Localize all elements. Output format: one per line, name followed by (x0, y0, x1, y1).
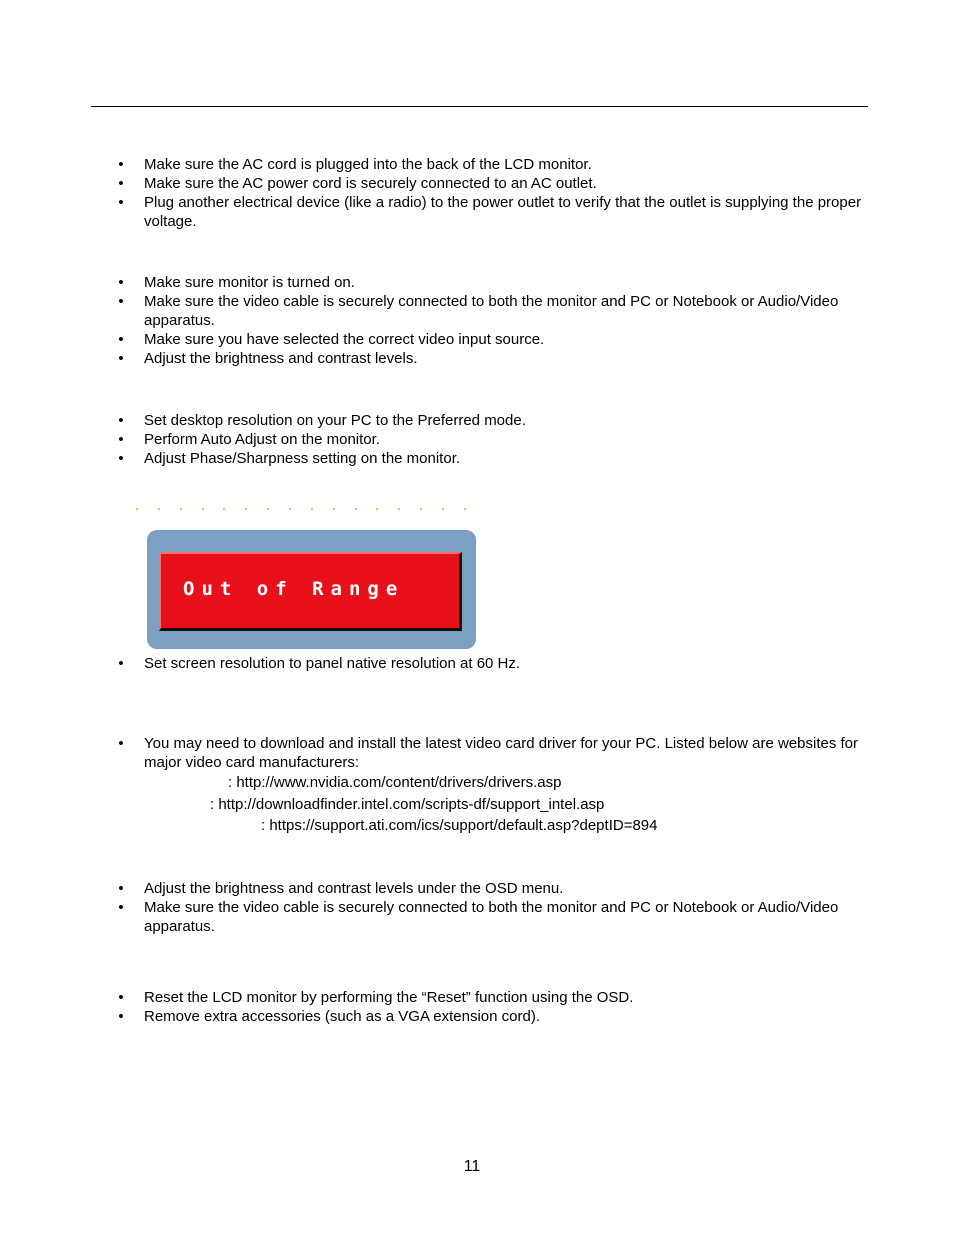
osd-message-text: Out of Range (183, 578, 405, 600)
list-item-text: Make sure the AC cord is plugged into the back of the LCD monitor. (144, 156, 592, 173)
dot (267, 508, 269, 510)
dot (289, 508, 291, 510)
list-item-text: Remove extra accessories (such as a VGA extension cord). (144, 1008, 541, 1025)
list-item-text: Set desktop resolution on your PC to the Preferred mode. (144, 412, 526, 429)
section-brightness-list (116, 879, 866, 936)
list-item (116, 449, 866, 468)
list-item-text: You may need to download and install the latest video card driver for your PC. Listed below are websites for major video card manufacturers: (144, 735, 859, 771)
dot (420, 508, 422, 510)
bullet-icon: • (118, 880, 124, 897)
list-item (116, 1007, 866, 1026)
osd-message-box (159, 552, 462, 631)
list-item (116, 292, 866, 330)
bullet-icon: • (118, 989, 124, 1006)
dot (311, 508, 313, 510)
list-item-text: Set screen resolution to panel native resolution at 60 Hz. (144, 655, 521, 672)
dot (223, 508, 225, 510)
driver-link-nvidia[interactable]: : http://www.nvidia.com/content/drivers/drivers.asp (228, 774, 562, 791)
dot (464, 508, 466, 510)
list-item (116, 273, 866, 292)
list-item (116, 349, 866, 368)
bullet-icon: • (118, 194, 124, 211)
dot (158, 508, 160, 510)
list-item-text: Adjust Phase/Sharpness setting on the monitor. (144, 450, 461, 467)
osd-message-frame (147, 530, 476, 649)
bullet-icon: • (118, 175, 124, 192)
driver-link-ati[interactable]: : https://support.ati.com/ics/support/default.asp?deptID=894 (261, 817, 658, 834)
list-item (116, 734, 866, 772)
bullet-icon: • (118, 450, 124, 467)
dot (245, 508, 247, 510)
list-item (116, 330, 866, 349)
list-item (116, 879, 866, 898)
list-item-text: Reset the LCD monitor by performing the “Reset” function using the OSD. (144, 989, 634, 1006)
driver-link-intel[interactable]: : http://downloadfinder.intel.com/scripts-df/support_intel.asp (210, 796, 605, 813)
section-power-list (116, 155, 866, 231)
list-item-text: Adjust the brightness and contrast levels. (144, 350, 418, 367)
list-item (116, 174, 866, 193)
dot (355, 508, 357, 510)
list-item (116, 898, 866, 936)
list-item-text: Plug another electrical device (like a radio) to the power outlet to verify that the outlet is supplying the proper voltage. (144, 194, 862, 230)
bullet-icon: • (118, 431, 124, 448)
dot (333, 508, 335, 510)
list-item-text: Make sure the video cable is securely connected to both the monitor and PC or Notebook or Audio/Video apparatus. (144, 293, 839, 329)
section-image-quality-list (116, 411, 866, 468)
dot (442, 508, 444, 510)
list-item-text: Adjust the brightness and contrast levels under the OSD menu. (144, 880, 564, 897)
bullet-icon: • (118, 735, 124, 752)
bullet-icon: • (118, 156, 124, 173)
list-item (116, 411, 866, 430)
section-driver-list (116, 734, 866, 772)
dot (398, 508, 400, 510)
list-item-text: Make sure the video cable is securely connected to both the monitor and PC or Notebook or Audio/Video apparatus. (144, 899, 839, 935)
dot (376, 508, 378, 510)
page-number: 11 (463, 1158, 481, 1175)
dot (136, 508, 138, 510)
bullet-icon: • (118, 274, 124, 291)
bullet-icon: • (118, 1008, 124, 1025)
list-item (116, 430, 866, 449)
list-item (116, 193, 866, 231)
bullet-icon: • (118, 655, 124, 672)
bullet-icon: • (118, 293, 124, 310)
header-rule (91, 106, 868, 107)
osd-decorative-dots (136, 508, 466, 518)
section-reset-list (116, 988, 866, 1026)
bullet-icon: • (118, 412, 124, 429)
dot (202, 508, 204, 510)
list-item (116, 155, 866, 174)
bullet-icon: • (118, 331, 124, 348)
section-out-of-range-list (116, 654, 866, 673)
bullet-icon: • (118, 899, 124, 916)
list-item (116, 988, 866, 1007)
dot (180, 508, 182, 510)
bullet-icon: • (118, 350, 124, 367)
list-item-text: Make sure you have selected the correct video input source. (144, 331, 545, 348)
list-item-text: Make sure monitor is turned on. (144, 274, 355, 291)
list-item-text: Perform Auto Adjust on the monitor. (144, 431, 380, 448)
section-no-picture-list (116, 273, 866, 368)
list-item (116, 654, 866, 673)
list-item-text: Make sure the AC power cord is securely connected to an AC outlet. (144, 175, 597, 192)
